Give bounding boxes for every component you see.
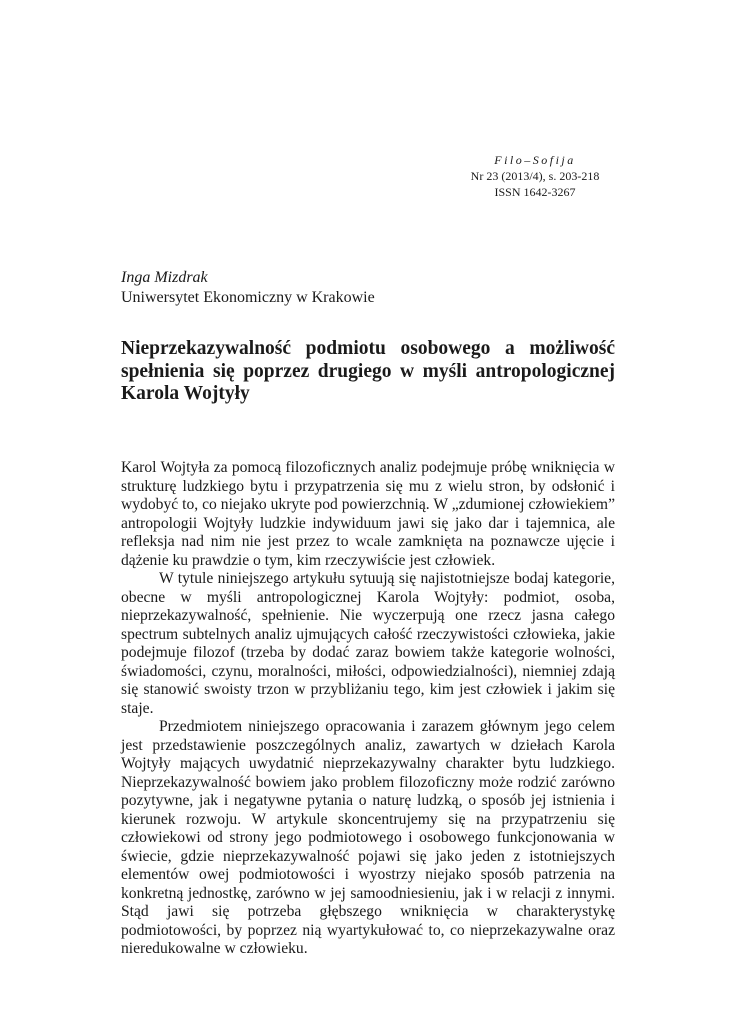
paragraph: W tytule niniejszego artykułu sytuują się najistotniejsze bodaj kategorie, obecne w myśli antropologicznej Karola Wojtyły: podmiot, osoba, nieprzekazywalność, spełnienie. Nie wyczerpują one rzecz jasna całego spectrum subtelnych analiz ujmujących całość rzeczywistości człowieka, jakie podejmuje filozof (trzeba by dodać zaraz bowiem także kategorie wolności, świadomości, czynu, moralności, miłości, odpowiedzialności), niemniej zdają się stanowić swoisty trzon w przybliżaniu tego, kim jest człowiek i jakim się staje.	[121, 570, 615, 717]
journal-name: Filo–Sofija	[494, 153, 576, 167]
journal-issue: Nr 23 (2013/4), s. 203-218	[470, 169, 600, 183]
article-body	[121, 459, 615, 959]
author-block	[121, 268, 375, 308]
paragraph: Karol Wojtyła za pomocą filozoficznych analiz podejmuje próbę wniknięcia w strukturę ludzkiego bytu i przypatrzenia się mu z wielu stron, by odsłonić i wydobyć to, co niejako ukryte pod powierzchnią. W „zdumionej człowiekiem” antropologii Wojtyły ludzkie indywiduum jawi się jako dar i tajemnica, ale refleksja nad nim nie jest przez to wcale zamknięta na poznawcze ujęcie i dążenie ku prawdzie o tym, kim rzeczywiście jest człowiek.	[121, 459, 615, 569]
journal-header	[400, 152, 670, 200]
journal-issn: ISSN 1642-3267	[494, 185, 576, 199]
article-title: Nieprzekazywalność podmiotu osobowego a możliwość spełnienia się poprzez drugiego w myśli antropologicznej Karola Wojtyły	[121, 338, 615, 404]
author-affiliation: Uniwersytet Ekonomiczny w Krakowie	[121, 289, 375, 306]
paragraph: Przedmiotem niniejszego opracowania i zarazem głównym jego celem jest przedstawienie poszczególnych analiz, zawartych w dziełach Karola Wojtyły mających uwydatnić nieprzekazywalny charakter bytu ludzkiego. Nieprzekazywalność bowiem jako problem filozoficzny może rodzić zarówno pozytywne, jak i negatywne pytania o naturę ludzką, o sposób jej istnienia i kierunek rozwoju. W artykule skoncentrujemy się na przypatrzeniu się człowiekowi od strony jego podmiotowego i osobowego funkcjonowania w świecie, gdzie nieprzekazywalność pojawi się jako jeden z istotniejszych elementów owej podmiotowości i wyostrzy niejako sposób patrzenia na konkretną jednostkę, zarówno w jej samoodniesieniu, jak i w relacji z innymi. Stąd jawi się potrzeba głębszego wniknięcia w charakterystykę podmiotowości, by poprzez nią wyartykułować to, co nieprzekazywalne oraz nieredukowalne w człowieku.	[121, 718, 615, 957]
author-name: Inga Mizdrak	[121, 269, 208, 286]
